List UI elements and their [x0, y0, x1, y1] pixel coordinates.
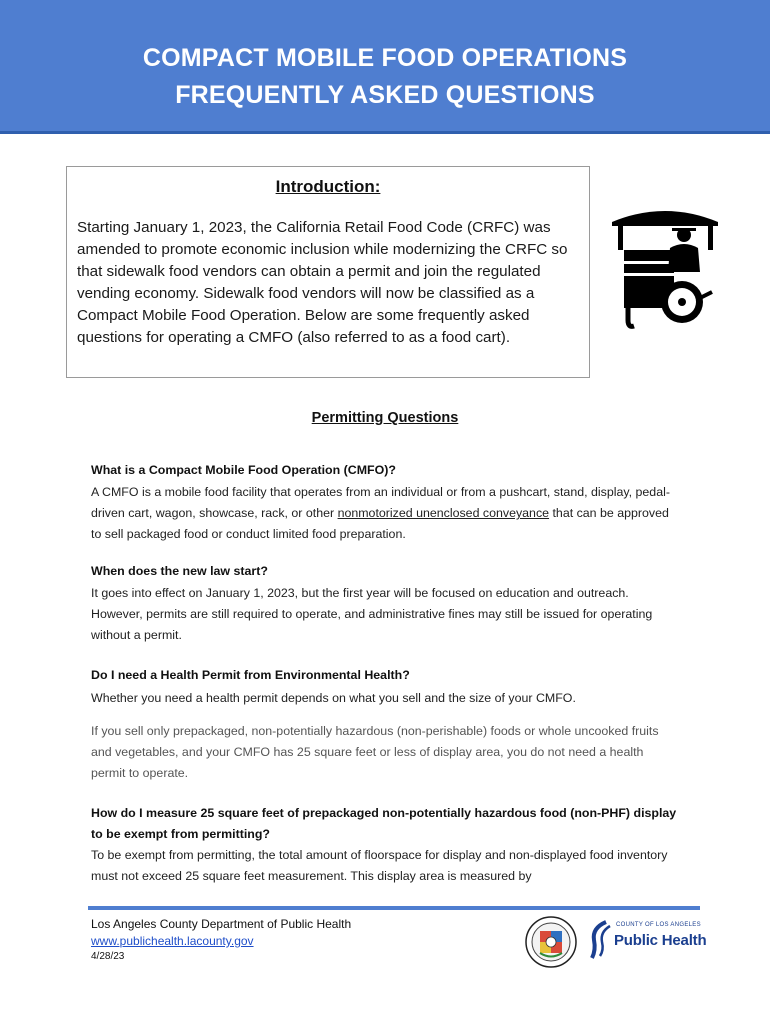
- answer-what-is-cmfo-text1: A CMFO is a mobile food facility that operates from an individual or from a pushcart, stand, display, pedal-driven cart, wagon, showcase, rack, or other: [91, 485, 670, 520]
- faq-item-measure-display: [91, 803, 681, 887]
- question-law-start: When does the new law start?: [91, 564, 268, 578]
- footer-organization: Los Angeles County Department of Public Health: [91, 917, 352, 931]
- page-title-line2: FREQUENTLY ASKED QUESTIONS: [175, 81, 595, 109]
- question-health-permit: Do I need a Health Permit from Environmental Health?: [91, 668, 410, 682]
- footer-website-link[interactable]: www.publichealth.lacounty.gov: [91, 934, 254, 948]
- permitting-questions-title: Permitting Questions: [311, 410, 459, 426]
- introduction-title: Introduction:: [275, 177, 381, 196]
- question-what-is-cmfo: What is a Compact Mobile Food Operation (CMFO)?: [91, 463, 396, 477]
- footer-divider: [88, 906, 700, 910]
- question-measure-display: How do I measure 25 square feet of prepackaged non-potentially hazardous food (non-PHF) display to be exempt from permitting?: [91, 806, 677, 841]
- public-health-logo-county: COUNTY OF LOS ANGELES: [616, 922, 701, 928]
- answer-what-is-cmfo-text2: that can be approved to sell packaged food or conduct limited food preparation.: [91, 506, 669, 541]
- answer-health-permit-detail-text1: If you sell only: [91, 724, 173, 738]
- introduction-box: [66, 166, 590, 378]
- faq-item-law-start: [91, 561, 681, 646]
- answer-health-permit: Whether you need a health permit depends on what you sell and the size of your CMFO.: [91, 691, 576, 705]
- answer-measure-display: To be exempt from permitting, the total amount of floorspace for display and non-displayed food inventory must not exceed 25 square feet measurement. This display area is measured by: [91, 848, 668, 883]
- faq-item-what-is-cmfo: [91, 460, 681, 545]
- introduction-text: Starting January 1, 2023, the California Retail Food Code (CRFC) was amended to promote economic inclusion while modernizing the CRFC so that sidewalk food vendors can obtain a permit and join the regulated vending economy. Sidewalk food vendors will now be classified as a Compact Mobile Food Operation. Below are some frequently asked questions for operating a CMFO (also referred to as a food cart).: [77, 219, 568, 346]
- answer-what-is-cmfo: [91, 482, 681, 545]
- answer-health-permit-detail-text2: prepackaged, non-potentially hazardous (non-perishable) foods or whole uncooked fruits and vegetables, and your CMFO has 25 square feet or less of display area, you do not need a health permit to operate.: [91, 724, 659, 780]
- header-banner: [0, 0, 770, 134]
- footer-date: 4/28/23: [91, 951, 125, 962]
- answer-law-start: It goes into effect on January 1, 2023, but the first year will be focused on education and outreach. However, permits are still required to operate, and administrative fines may still be issued for operating without a permit.: [91, 586, 653, 642]
- page-title-line1: COMPACT MOBILE FOOD OPERATIONS: [142, 44, 628, 72]
- public-health-logo-icon: [588, 920, 614, 960]
- answer-health-permit-detail: [91, 721, 681, 784]
- food-cart-icon: [608, 202, 722, 334]
- nonmotorized-conveyance-link[interactable]: nonmotorized unenclosed conveyance: [337, 506, 550, 520]
- county-seal-icon: [525, 916, 577, 968]
- faq-item-health-permit: [91, 665, 681, 784]
- public-health-logo-text: Public Health: [614, 932, 707, 949]
- page-title: [0, 40, 770, 114]
